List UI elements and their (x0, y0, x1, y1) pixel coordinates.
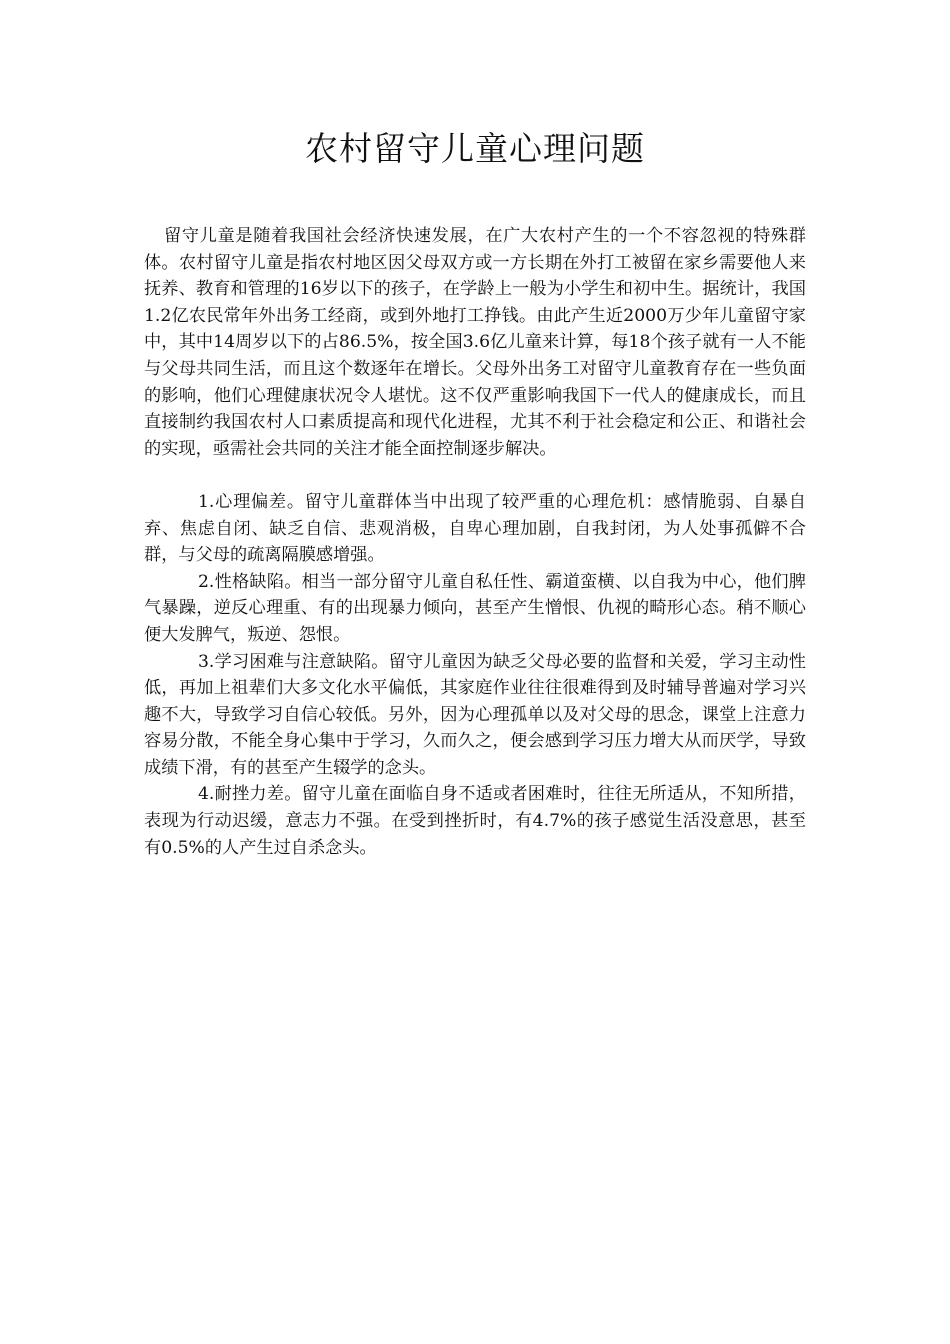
item-paragraph-2: 2.性格缺陷。相当一部分留守儿童自私任性、霸道蛮横、以自我为中心，他们脾气暴躁，逆反心理重、有的出现暴力倾向，甚至产生憎恨、仇视的畸形心态。稍不顺心便大发脾气，叛逆、怨恨。 (144, 571, 806, 645)
intro-paragraph: 留守儿童是随着我国社会经济快速发展，在广大农村产生的一个不容忽视的特殊群体。农村留守儿童是指农村地区因父母双方或一方长期在外打工被留在家乡需要他人来抚养、教育和管理的16岁以下的孩子，在学龄上一般为小学生和初中生。据统计，我国1.2亿农民常年外出务工经商，或到外地打工挣钱。由此产生近2000万少年儿童留守家中，其中14周岁以下的占86.5%，按全国3.6亿儿童来计算，每18个孩子就有一人不能与父母共同生活，而且这个数逐年在增长。父母外出务工对留守儿童教育存在一些负面的影响，他们心理健康状况令人堪忧。这不仅严重影响我国下一代人的健康成长，而且直接制约我国农村人口素质提高和现代化进程，尤其不利于社会稳定和公正、和谐社会的实现，亟需社会共同的关注才能全面控制逐步解决。 (144, 226, 806, 459)
document-title: 农村留守儿童心理问题 (305, 129, 645, 168)
item-paragraph-1: 1.心理偏差。留守儿童群体当中出现了较严重的心理危机：感情脆弱、自暴自弃、焦虑自闭、缺乏自信、悲观消极，自卑心理加剧，自我封闭，为人处事孤僻不合群，与父母的疏离隔膜感增强。 (144, 491, 806, 566)
document-body (144, 223, 806, 861)
item-paragraph-4: 4.耐挫力差。留守儿童在面临自身不适或者困难时，往往无所适从，不知所措，表现为行动迟缓，意志力不强。在受到挫折时，有4.7%的孩子感觉生活没意思，甚至有0.5%的人产生过自杀念头。 (144, 784, 806, 858)
paragraph-gap (144, 462, 806, 489)
item-paragraph-3: 3.学习困难与注意缺陷。留守儿童因为缺乏父母必要的监督和关爱，学习主动性低，再加上祖辈们大多文化水平偏低，其家庭作业往往很难得到及时辅导普遍对学习兴趣不大，导致学习自信心较低。另外，因为心理孤单以及对父母的思念，课堂上注意力容易分散，不能全身心集中于学习，久而久之，便会感到学习压力增大从而厌学，导致成绩下滑，有的甚至产生辍学的念头。 (144, 651, 806, 778)
